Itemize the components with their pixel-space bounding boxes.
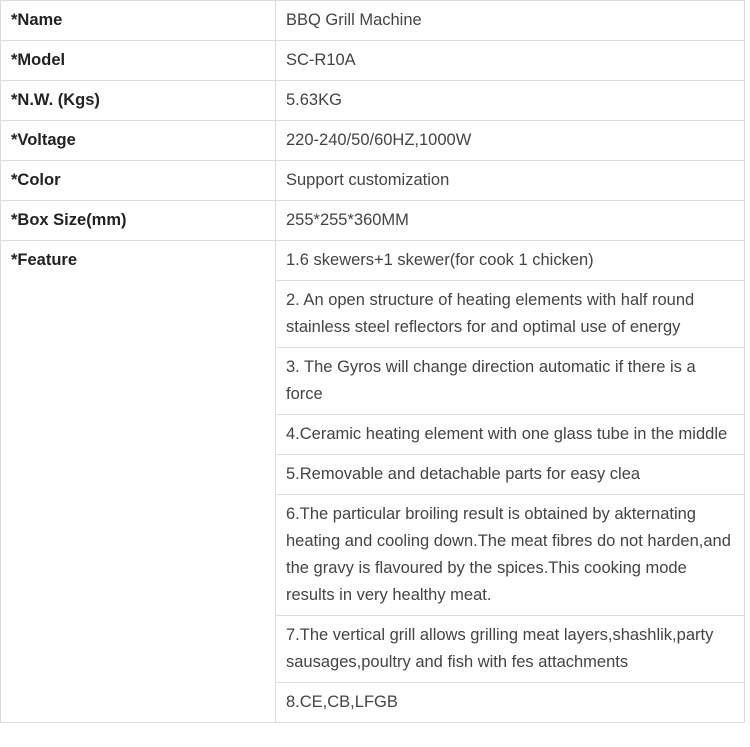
table-row (1, 161, 745, 201)
model-value: SC-R10A (276, 41, 745, 81)
box-size-label: *Box Size(mm) (1, 201, 276, 241)
net-weight-value: 5.63KG (276, 81, 745, 121)
voltage-value: 220-240/50/60HZ,1000W (276, 121, 745, 161)
feature-item: 5.Removable and detachable parts for easy clea (276, 455, 745, 495)
feature-item: 6.The particular broiling result is obtained by akternating heating and cooling down.The meat fibres do not harden,and the gravy is flavoured by the spices.This cooking mode results in very healthy meat. (276, 495, 745, 616)
model-label: *Model (1, 41, 276, 81)
color-value: Support customization (276, 161, 745, 201)
voltage-label: *Voltage (1, 121, 276, 161)
feature-item: 2. An open structure of heating elements with half round stainless steel reflectors for and optimal use of energy (276, 281, 745, 348)
color-label: *Color (1, 161, 276, 201)
name-label: *Name (1, 1, 276, 41)
table-row (1, 121, 745, 161)
feature-item: 7.The vertical grill allows grilling meat layers,shashlik,party sausages,poultry and fish with fes attachments (276, 616, 745, 683)
net-weight-label: *N.W. (Kgs) (1, 81, 276, 121)
box-size-value: 255*255*360MM (276, 201, 745, 241)
feature-item: 8.CE,CB,LFGB (276, 683, 745, 723)
feature-label: *Feature (1, 241, 276, 723)
name-value: BBQ Grill Machine (276, 1, 745, 41)
table-row (1, 201, 745, 241)
feature-item: 3. The Gyros will change direction automatic if there is a force (276, 348, 745, 415)
feature-item: 1.6 skewers+1 skewer(for cook 1 chicken) (276, 241, 745, 281)
table-row (1, 241, 745, 281)
table-row (1, 81, 745, 121)
table-row (1, 1, 745, 41)
table-row (1, 41, 745, 81)
feature-item: 4.Ceramic heating element with one glass tube in the middle (276, 415, 745, 455)
